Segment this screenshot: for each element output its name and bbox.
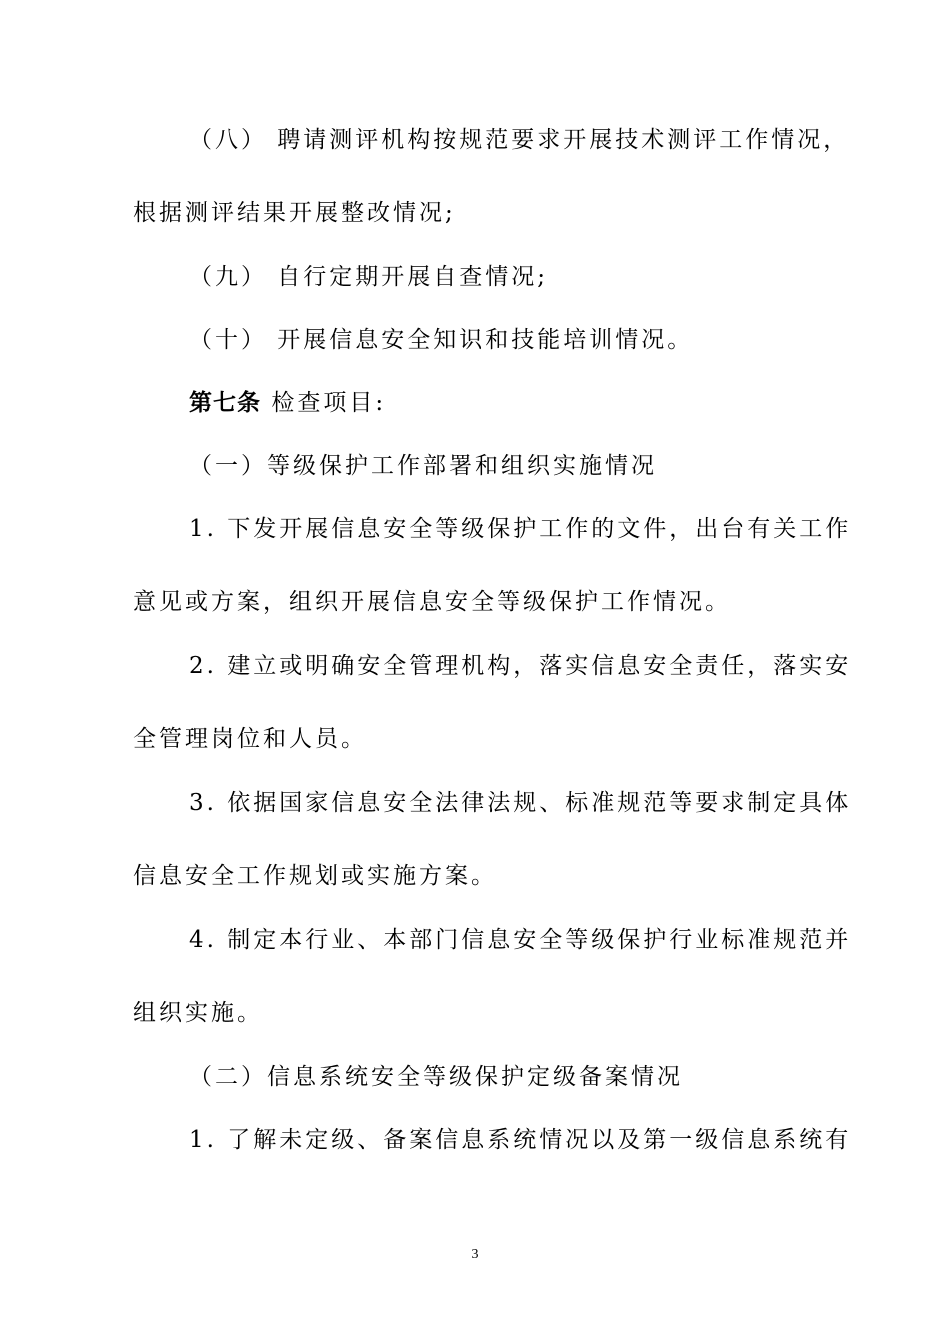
section-heading: （一）等级保护工作部署和组织实施情况 [189, 453, 657, 479]
list-item-line: 1. 下发开展信息安全等级保护工作的文件，出台有关工作 [189, 516, 852, 542]
list-item-line: 2. 建立或明确安全管理机构，落实信息安全责任，落实安 [189, 653, 852, 679]
list-item-line: 1. 了解未定级、备案信息系统情况以及第一级信息系统有 [189, 1127, 852, 1153]
paragraph-line: （九） 自行定期开展自查情况; [189, 264, 549, 290]
article-label: 第七条 [189, 390, 261, 416]
paragraph-line: （十） 开展信息安全知识和技能培训情况。 [189, 327, 694, 353]
list-item-line: 4. 制定本行业、本部门信息安全等级保护行业标准规范并 [189, 927, 852, 953]
article-heading-text: 检查项目: [271, 390, 387, 416]
list-item-line: 信息安全工作规划或实施方案。 [133, 863, 497, 889]
paragraph-line: 根据测评结果开展整改情况; [133, 200, 456, 226]
list-item-line: 意见或方案，组织开展信息安全等级保护工作情况。 [133, 589, 731, 615]
article-heading [189, 388, 889, 418]
list-item-line: 全管理岗位和人员。 [133, 726, 367, 752]
section-heading: （二）信息系统安全等级保护定级备案情况 [189, 1064, 683, 1090]
list-item-line: 组织实施。 [133, 1000, 263, 1026]
paragraph-line: （八） 聘请测评机构按规范要求开展技术测评工作情况， [189, 127, 850, 153]
list-item-line: 3. 依据国家信息安全法律法规、标准规范等要求制定具体 [189, 790, 852, 816]
page-number: 3 [471, 1247, 479, 1262]
